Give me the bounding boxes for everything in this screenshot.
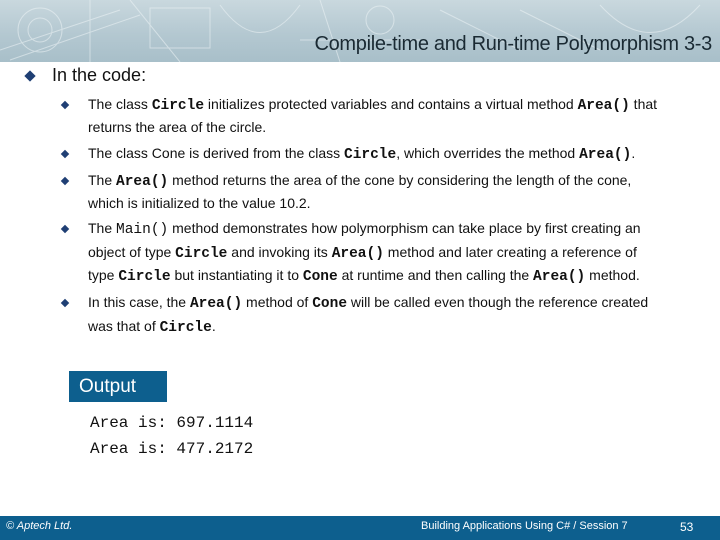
item-text: The — [88, 220, 117, 237]
code-text: Area() — [579, 146, 632, 163]
bullet-diamond-icon — [61, 225, 69, 233]
item-text: and invoking its — [227, 243, 332, 260]
item-text: method returns the area of the cone by considering the length of the cone, which is initialized to the value 10.2. — [88, 171, 632, 212]
item-text: will be called even though the reference created was that of — [88, 294, 649, 334]
header-banner — [0, 0, 720, 62]
list-item — [60, 143, 660, 166]
item-text: that returns the area of the circle. — [88, 96, 658, 136]
code-text: Area() — [331, 245, 384, 262]
item-text: In this case, the — [88, 294, 190, 311]
bullet-diamond-icon — [61, 177, 69, 185]
bullet-list — [60, 94, 660, 343]
item-text: method. — [585, 267, 640, 284]
item-text: but instantiating it to — [170, 267, 303, 284]
item-text: method of — [242, 294, 313, 311]
output-label: Output — [69, 371, 167, 402]
list-item — [60, 218, 660, 288]
item-text: , which overrides the method — [396, 144, 580, 161]
code-text: Cone — [302, 269, 338, 286]
item-text: at runtime and then calling the — [337, 267, 534, 284]
code-text: Circle — [344, 146, 397, 163]
item-text: . — [631, 144, 636, 161]
item-text: The class Cone is derived from the class — [88, 144, 344, 161]
item-text: . — [211, 317, 216, 334]
bullet-diamond-icon — [24, 70, 35, 81]
item-text: method demonstrates how polymorphism can take place by first creating an object of type — [88, 220, 641, 260]
item-text: The class — [88, 96, 152, 112]
code-text: Area() — [577, 98, 630, 114]
item-text: The — [88, 171, 117, 188]
code-text: Area() — [533, 269, 586, 286]
output-console — [90, 410, 253, 462]
code-text: Area() — [189, 296, 243, 313]
output-line: Area is: 477.2172 — [90, 440, 254, 458]
bullet-diamond-icon — [61, 101, 69, 109]
code-text: Main() — [116, 222, 169, 239]
footer-bar — [0, 516, 720, 540]
list-item — [60, 94, 660, 139]
code-text: Circle — [159, 319, 212, 336]
lead-text: In the code: — [52, 65, 147, 85]
code-text: Circle — [118, 269, 171, 286]
slide-title: Compile-time and Run-time Polymorphism 3-3 — [314, 33, 712, 55]
code-text: Circle — [175, 245, 228, 262]
bullet-diamond-icon — [61, 149, 69, 157]
bullet-diamond-icon — [61, 299, 69, 307]
code-text: Cone — [312, 296, 348, 313]
code-text: Circle — [151, 98, 205, 114]
item-text: initializes protected variables and contains a virtual method — [204, 96, 578, 112]
code-text: Area() — [116, 173, 169, 190]
list-item — [60, 170, 660, 215]
page-number: 53 — [680, 520, 694, 534]
output-line: Area is: 697.1114 — [90, 414, 254, 432]
footer-course: Building Applications Using C# / Session 7 — [421, 520, 628, 532]
footer-copyright: © Aptech Ltd. — [6, 520, 73, 532]
list-item — [60, 292, 660, 339]
item-text: method and later creating a reference of type — [88, 243, 637, 284]
